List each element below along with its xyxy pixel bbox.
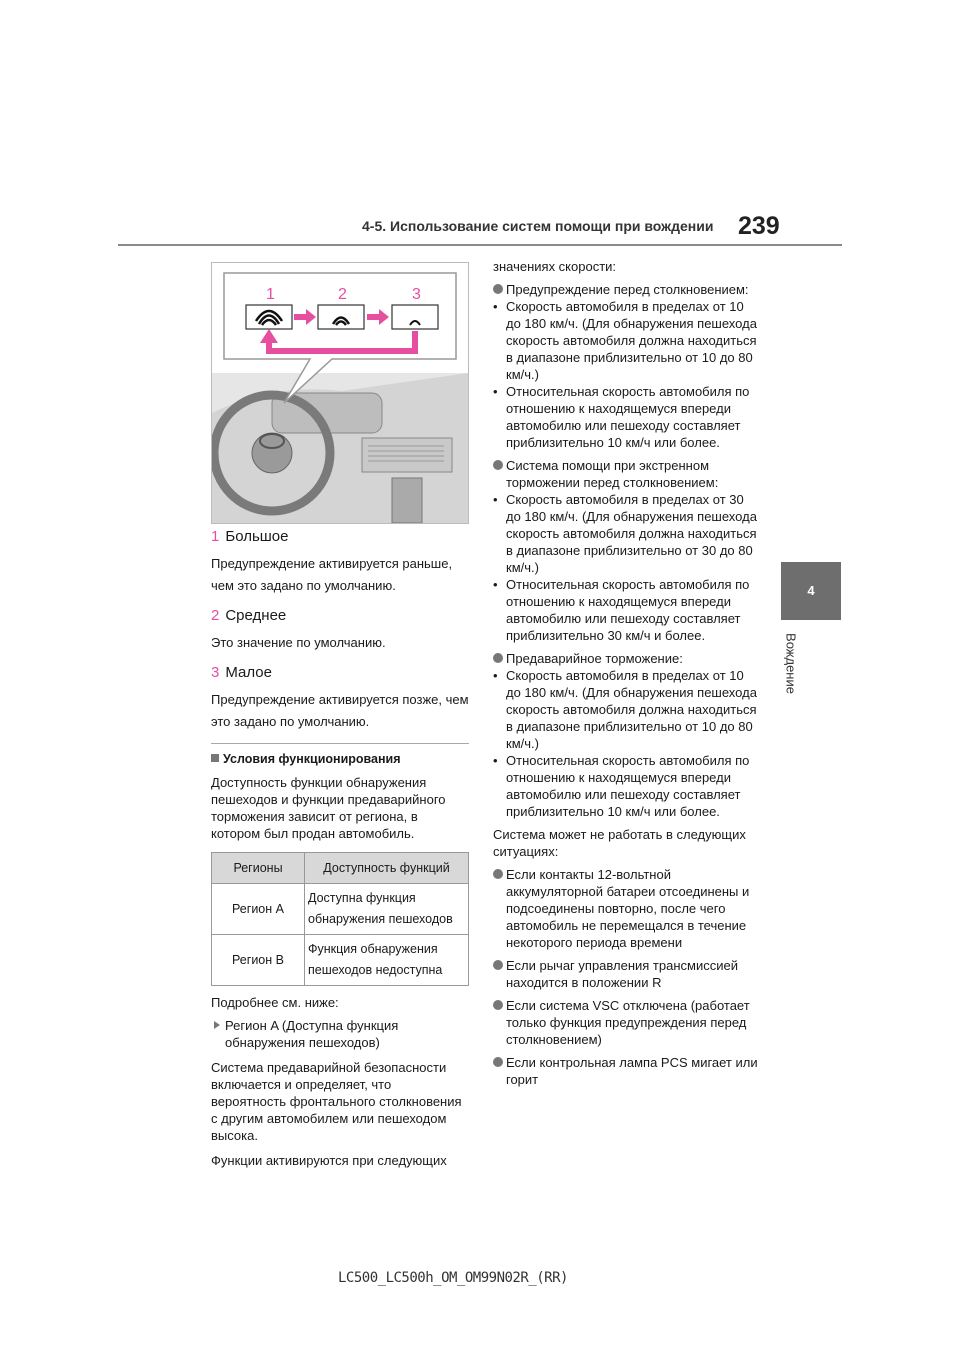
document-code: LC500_LC500h_OM_OM99N02R_(RR) xyxy=(338,1270,568,1286)
item-label: Большое xyxy=(225,528,289,545)
bullet-text: Относительная скорость автомобиля по отношению к находящемуся впереди автомобилю или пешеходу составляет приблизительно 30 км/ч и более. xyxy=(506,577,750,643)
regions-table xyxy=(211,852,469,986)
item-label: Среднее xyxy=(225,607,287,624)
chapter-label-text: Вождение xyxy=(783,633,799,694)
chapter-tab: 4 xyxy=(781,562,841,620)
situation-text: Если система VSC отключена (работает только функция предупреждения перед столкновением) xyxy=(506,998,750,1047)
item-number: 3 xyxy=(211,664,220,681)
item-number: 2 xyxy=(211,607,220,624)
table-cell: Регион A xyxy=(212,884,305,935)
bullet-dot-icon xyxy=(493,1000,503,1010)
table-row xyxy=(212,935,469,986)
conditions-heading xyxy=(211,751,469,768)
function-bullet: • Скорость автомобиля в пределах от 10 до 180 км/ч. (Для обнаружения пешехода скорость автомобиля должна находиться в диапазоне приблизительно от 10 до 80 км/ч.) xyxy=(493,299,757,382)
bullet-dot-icon xyxy=(493,960,503,970)
table-header: Регионы xyxy=(212,853,305,884)
bullet-text: Относительная скорость автомобиля по отношению к находящемуся впереди автомобилю или пешеходу составляет приблизительно 10 км/ч или более. xyxy=(506,384,750,450)
bullet-dot-icon xyxy=(493,869,503,879)
section-title: 4-5. Использование систем помощи при вождении xyxy=(362,218,714,234)
table-cell: Регион B xyxy=(212,935,305,986)
bullet-dot-icon xyxy=(493,1057,503,1067)
bullet-text: Относительная скорость автомобиля по отношению к находящемуся впереди автомобилю или пешеходу составляет приблизительно 10 км/ч или более. xyxy=(506,753,750,819)
function-bullet: • Относительная скорость автомобиля по отношению к находящемуся впереди автомобилю или пешеходу составляет приблизительно 10 км/ч или более. xyxy=(493,753,750,819)
situation-item xyxy=(493,866,761,951)
table-header-row xyxy=(212,853,469,884)
arrow-right-icon xyxy=(214,1021,220,1029)
dashboard-svg xyxy=(212,263,468,523)
table-row xyxy=(212,884,469,935)
function-bullet: • Скорость автомобиля в пределах от 10 до 180 км/ч. (Для обнаружения пешехода скорость автомобиля должна находиться в диапазоне приблизительно от 10 до 80 км/ч.) xyxy=(493,668,757,751)
function-item xyxy=(493,457,761,644)
sensitivity-item xyxy=(211,607,469,624)
item-number: 1 xyxy=(211,528,220,545)
chapter-label xyxy=(783,632,799,696)
table-cell: Функция обнаружения пешеходов недоступна xyxy=(305,935,469,986)
function-item xyxy=(493,281,761,451)
situation-text: Если рычаг управления трансмиссией находится в положении R xyxy=(506,958,738,990)
step-label-1: 1 xyxy=(266,286,275,303)
conditions-title: Условия функционирования xyxy=(223,752,401,766)
continued-text: значениях скорости: xyxy=(493,259,617,274)
item-desc: Предупреждение активируется позже, чем это задано по умолчанию. xyxy=(211,692,469,729)
function-title: Предаварийное торможение: xyxy=(506,651,683,666)
square-bullet-icon xyxy=(211,754,219,762)
function-title: Предупреждение перед столкновением: xyxy=(506,282,749,297)
bullet-text: Скорость автомобиля в пределах от 10 до 180 км/ч. (Для обнаружения пешехода скорость автомобиля должна находиться в диапазоне приблизительно от 10 до 80 км/ч.) xyxy=(506,668,757,751)
function-bullet: • Скорость автомобиля в пределах от 30 до 180 км/ч. (Для обнаружения пешехода скорость автомобиля должна находиться в диапазоне приблизительно от 30 до 80 км/ч.) xyxy=(493,492,757,575)
conditions-intro: Доступность функции обнаружения пешеходов и функции предаварийного торможения зависит от региона, в котором был продан автомобиль. xyxy=(211,775,446,841)
situation-text: Если контрольная лампа PCS мигает или горит xyxy=(506,1055,758,1087)
item-label: Малое xyxy=(225,664,272,681)
section-rule xyxy=(211,743,469,744)
table-header: Доступность функций xyxy=(305,853,469,884)
see-more-text: Подробнее см. ниже: xyxy=(211,995,339,1010)
step-label-2: 2 xyxy=(338,286,347,303)
bullet-dot-icon xyxy=(493,460,503,470)
situation-item xyxy=(493,997,761,1048)
situation-item xyxy=(493,957,761,991)
activation-paragraph: Функции активируются при следующих xyxy=(211,1153,447,1168)
sensitivity-item xyxy=(211,528,469,545)
header-rule xyxy=(118,244,842,246)
left-column xyxy=(211,528,469,1169)
step-label-3: 3 xyxy=(412,286,421,303)
table-cell: Доступна функция обнаружения пешеходов xyxy=(305,884,469,935)
function-bullet: • Относительная скорость автомобиля по отношению к находящемуся впереди автомобилю или пешеходу составляет приблизительно 30 км/ч и более. xyxy=(493,577,750,643)
item-desc: Это значение по умолчанию. xyxy=(211,635,386,650)
bullet-text: Скорость автомобиля в пределах от 30 до 180 км/ч. (Для обнаружения пешехода скорость автомобиля должна находиться в диапазоне приблизительно от 30 до 80 км/ч.) xyxy=(506,492,757,575)
page-number: 239 xyxy=(738,212,780,240)
sensitivity-item xyxy=(211,664,469,681)
pcs-paragraph: Система предаварийной безопасности включается и определяет, что вероятность фронтального столкновения с другим автомобилем или пешеходом высока. xyxy=(211,1060,462,1143)
function-bullet: • Относительная скорость автомобиля по отношению к находящемуся впереди автомобилю или пешеходу составляет приблизительно 10 км/ч или более. xyxy=(493,384,750,450)
situation-item xyxy=(493,1054,761,1088)
item-desc: Предупреждение активируется раньше, чем это задано по умолчанию. xyxy=(211,556,453,593)
function-title: Система помощи при экстренном торможении перед столкновением: xyxy=(506,458,719,490)
dashboard-illustration xyxy=(211,262,469,524)
situation-text: Если контакты 12-вольтной аккумуляторной батареи отсоединены и подсоединены повторно, после чего автомобиль не перемещался в течение некоторого периода времени xyxy=(506,867,750,950)
bullet-text: Скорость автомобиля в пределах от 10 до 180 км/ч. (Для обнаружения пешехода скорость автомобиля должна находиться в диапазоне приблизительно от 10 до 80 км/ч.) xyxy=(506,299,757,382)
region-a-text: Регион A (Доступна функция обнаружения пешеходов) xyxy=(225,1018,399,1050)
bullet-dot-icon xyxy=(493,284,503,294)
region-a-link xyxy=(211,1017,469,1051)
bullet-dot-icon xyxy=(493,653,503,663)
right-column xyxy=(493,258,761,1088)
may-not-work-text: Система может не работать в следующих ситуациях: xyxy=(493,827,746,859)
function-item xyxy=(493,650,761,820)
